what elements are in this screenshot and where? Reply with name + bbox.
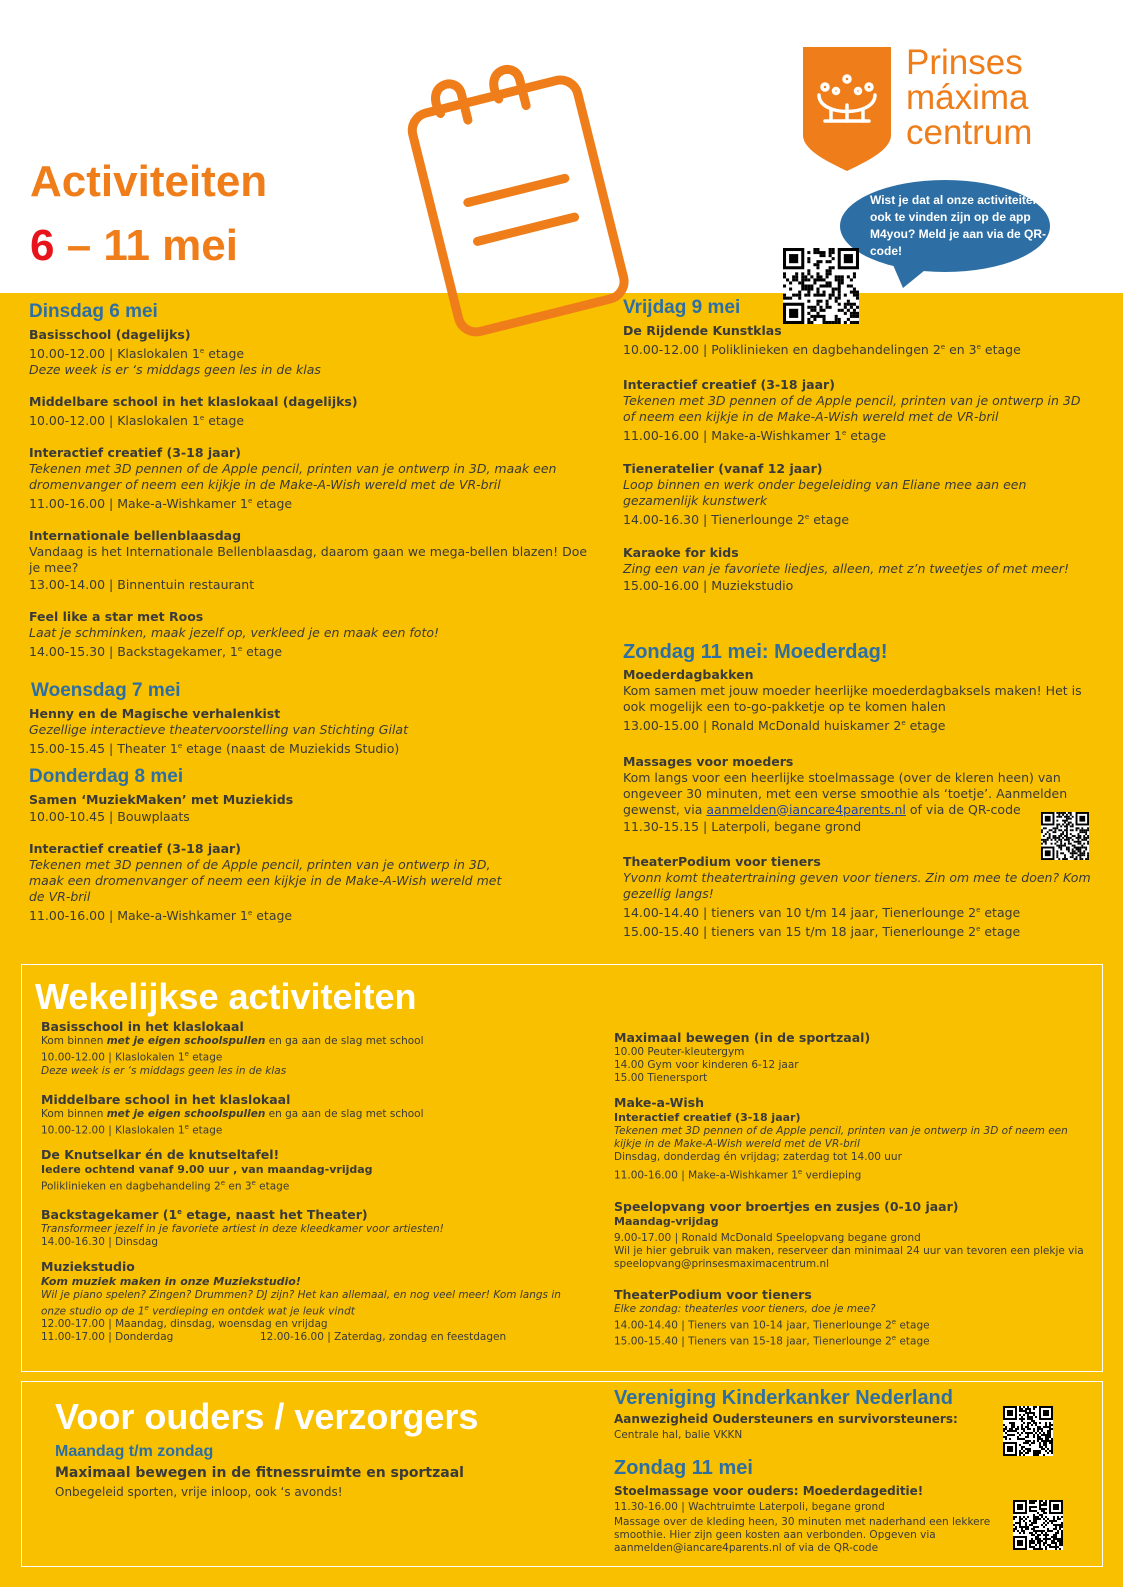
- logo-shield-icon: [803, 47, 891, 171]
- weekly-item-time: 10.00-12.00 | Klaslokalen 1e etage: [41, 1122, 223, 1136]
- day-sunday: Zondag 11 mei: Moederdag!: [623, 641, 888, 664]
- activity-time: 11.00-16.00 | Make-a-Wishkamer 1e etage: [29, 496, 293, 512]
- activity-henny: [29, 705, 589, 757]
- parents-activity-desc: Onbegeleid sporten, vrije inloop, ook ‘s avonds!: [55, 1485, 343, 1499]
- weekly-item-sub: Interactief creatief (3-18 jaar): [614, 1111, 801, 1124]
- activity-title: Basisschool (dagelijks): [29, 327, 191, 342]
- activity-title: De Rijdende Kunstklas: [623, 323, 782, 338]
- activity-interactief-2: [29, 840, 519, 924]
- weekly-item-title: Speelopvang voor broertjes en zusjes (0-10 jaar): [614, 1198, 959, 1214]
- weekly-item-time: 11.00-17.00 | Donderdag 12.00-16.00 | Zaterdag, zondag en feestdagen: [41, 1331, 507, 1344]
- activity-title: Feel like a star met Roos: [29, 609, 204, 625]
- right-column: [623, 296, 1093, 955]
- activity-time: 11.00-16.00 | Make-a-Wishkamer 1e etage: [29, 907, 293, 923]
- parents-sunday-sub: Stoelmassage voor ouders: Moederdageditie!: [614, 1484, 924, 1498]
- weekly-item-note: Kom binnen met je eigen schoolspullen en ga aan de slag met school: [41, 1035, 424, 1047]
- activity-interactief-3: [623, 376, 1093, 444]
- activity-interactief: [29, 444, 589, 512]
- activity-title: Internationale bellenblaasdag: [29, 528, 242, 544]
- weekly-item-sub: Kom muziek maken in onze Muziekstudio!: [41, 1274, 301, 1288]
- weekly-item-time: 9.00-17.00 | Ronald McDonald Speelopvang begane grond: [614, 1231, 921, 1244]
- weekly-left: [41, 1019, 581, 1354]
- weekly-item-desc: Tekenen met 3D pennen of de Apple pencil, printen van je ontwerp in 3D of neem een kijkje in de Make-A-Wish wereld met de VR-bril: [614, 1125, 1068, 1150]
- activity-desc: Zing een van je favoriete liedjes, alleen, met z’n tweetjes of met meer!: [623, 561, 1069, 577]
- weekly-item-note: Dinsdag, donderdag én vrijdag; zaterdag tot 14.00 uur: [614, 1151, 902, 1163]
- weekly-item-desc: Elke zondag: theaterles voor tieners, doe je mee?: [614, 1302, 876, 1315]
- activity-title: Interactief creatief (3-18 jaar): [29, 840, 241, 856]
- weekly-item-title: Make-a-Wish: [614, 1095, 704, 1110]
- day-wednesday: Woensdag 7 mei: [31, 679, 181, 701]
- logo-line3: centrum: [906, 113, 1033, 152]
- activity-title: Interactief creatief (3-18 jaar): [623, 377, 835, 393]
- weekly-item-time: 14.00-14.40 | Tieners van 10-14 jaar, Tienerlounge 2e etage: [614, 1317, 930, 1331]
- signup-email-link[interactable]: aanmelden@iancare4parents.nl: [706, 801, 906, 817]
- weekly-right: [614, 1030, 1084, 1359]
- weekly-item-desc: Deze week is er ‘s middags geen les in de klas: [41, 1064, 287, 1077]
- weekly-item-title: Backstagekamer (1e etage, naast het Theater): [41, 1206, 368, 1222]
- weekly-item-desc: Wil je piano spelen? Zingen? Drummen? DJ zijn? Het kan allemaal, en nog veel meer! Kom langs in onze studio op de 1e verdieping en ontdek wat je leuk vindt: [41, 1288, 561, 1318]
- activity-tieneratelier: [623, 460, 1093, 528]
- parents-day: Maandag t/m zondag: [55, 1443, 214, 1460]
- weekly-item-title: TheaterPodium voor tieners: [614, 1286, 812, 1302]
- weekly-item-time: 11.00-16.00 | Make-a-Wishkamer 1e verdieping: [614, 1168, 862, 1182]
- weekly-make-a-wish: [614, 1095, 1084, 1183]
- weekly-item-time: 12.00-17.00 | Maandag, dinsdag, woensdag en vrijdag: [41, 1318, 328, 1331]
- weekly-item-desc: Transformeer jezelf in je favoriete artiest in deze kleedkamer voor artiesten!: [41, 1222, 444, 1235]
- activity-title: Massages voor moeders: [623, 753, 794, 769]
- page-title: Activiteiten: [30, 157, 268, 206]
- weekly-item-title: Maximaal bewegen (in de sportzaal): [614, 1030, 871, 1045]
- vkkn-location: Centrale hal, balie VKKN: [614, 1429, 743, 1441]
- activity-desc: Tekenen met 3D pennen of de Apple pencil, printen van je ontwerp in 3D, maak een dromenvanger of neem een kijkje in de Make-A-Wish wereld met de VR-bril: [29, 461, 557, 493]
- left-column: [29, 300, 589, 939]
- activity-desc: Kom samen met jouw moeder heerlijke moederdagbaksels maken! Het is ook mogelijk een to-go-pakketje op te komen halen: [623, 683, 1082, 715]
- day-friday: Vrijdag 9 mei: [623, 297, 741, 318]
- weekly-item-sub: Maandag-vrijdag: [614, 1214, 719, 1228]
- parents-sunday-title: Zondag 11 mei: [614, 1457, 753, 1479]
- activity-time: 11.30-15.15 | Laterpoli, begane grond: [623, 818, 862, 834]
- activity-time: 11.00-16.00 | Make-a-Wishkamer 1e etage: [623, 428, 887, 444]
- day-thursday: Donderdag 8 mei: [29, 765, 184, 787]
- activity-time: 15.00-16.00 | Muziekstudio: [623, 578, 794, 594]
- activity-title: Moederdagbakken: [623, 667, 754, 683]
- parents-right: [614, 1386, 1004, 1555]
- activity-bellenblaas: [29, 527, 589, 593]
- weekly-theaterpodium: [614, 1287, 1084, 1349]
- weekly-title: Wekelijkse activiteiten: [35, 976, 417, 1017]
- weekly-basisschool: [41, 1019, 581, 1078]
- vkkn-title: Vereniging Kinderkanker Nederland: [614, 1387, 953, 1409]
- activity-karaoke: [623, 544, 1093, 594]
- weekly-maximaal-bewegen: [614, 1030, 1084, 1085]
- activity-basisschool: [29, 326, 589, 378]
- activity-title: Samen ‘MuziekMaken’ met Muziekids: [29, 791, 294, 807]
- activity-muziekmaken: [29, 791, 589, 825]
- parents-sunday-time: 11.30-16.00 | Wachtruimte Laterpoli, begane grond: [614, 1501, 885, 1513]
- logo-text: [906, 45, 1032, 150]
- weekly-backstagekamer: [41, 1204, 581, 1249]
- activity-desc: Laat je schminken, maak jezelf op, verkleed je en maak een foto!: [29, 625, 440, 641]
- activity-feel-like-a-star: [29, 608, 589, 660]
- activity-time: 10.00-10.45 | Bouwplaats: [29, 808, 190, 824]
- activity-title: Tieneratelier (vanaf 12 jaar): [623, 461, 823, 477]
- dates-rest: – 11 mei: [54, 221, 238, 270]
- activity-desc: Deze week is er ‘s middags geen les in de klas: [29, 362, 321, 378]
- vkkn-sub: Aanwezigheid Oudersteuners en survivorsteuners:: [614, 1412, 958, 1426]
- page-dates: [30, 222, 238, 270]
- activity-theaterpodium: [623, 853, 1093, 940]
- activity-desc: Loop binnen en werk onder begeleiding van Eliane mee aan een gezamenlijk kunstwerk: [623, 477, 1027, 509]
- activity-title: Karaoke for kids: [623, 545, 739, 561]
- weekly-item-note: Wil je hier gebruik van maken, reserveer dan minimaal 24 uur van tevoren een plekje via speelopvang@prinsesmaximacentrum.nl: [614, 1244, 1084, 1270]
- activity-desc: Kom langs voor een heerlijke stoelmassage (over de kleren heen) van ongeveer 30 minuten, met een verse smoothie als ‘toetje’. Aanmelden gewenst, via aanmelden@iancare4parents.nl of via de QR-code: [623, 769, 1068, 817]
- activity-time: 10.00-12.00 | Klaslokalen 1e etage: [29, 413, 245, 429]
- weekly-item-title: Middelbare school in het klaslokaal: [41, 1091, 291, 1107]
- weekly-item-line: 14.00 Gym voor kinderen 6-12 jaar: [614, 1059, 799, 1071]
- activity-time: 10.00-12.00 | Poliklinieken en dagbehandelingen 2e en 3e etage: [623, 342, 1021, 358]
- weekly-middelbare: [41, 1092, 581, 1138]
- weekly-item-note: Kom binnen met je eigen schoolspullen en ga aan de slag met school: [41, 1107, 424, 1120]
- activity-time: 14.00-14.40 | tieners van 10 t/m 14 jaar, Tienerlounge 2e etage: [623, 904, 1021, 920]
- activity-desc: Vandaag is het Internationale Bellenblaasdag, daarom gaan we mega-bellen blazen! Doe je mee?: [29, 544, 588, 576]
- weekly-speelopvang: [614, 1199, 1084, 1271]
- activity-desc: Tekenen met 3D pennen of de Apple pencil, printen van je ontwerp in 3D of neem een kijkje in de Make-A-Wish wereld met de VR-bril: [623, 393, 1081, 425]
- day-tuesday: Dinsdag 6 mei: [29, 301, 158, 322]
- activity-desc: Tekenen met 3D pennen of de Apple pencil, printen van je ontwerp in 3D, maak een dromenvanger of neem een kijkje in de Make-A-Wish wereld met de VR-bril: [29, 856, 502, 904]
- activity-moederdagbakken: [623, 666, 1093, 734]
- activity-title: Middelbare school in het klaslokaal (dagelijks): [29, 394, 358, 410]
- activity-middelbare: [29, 393, 589, 429]
- activity-time: 15.00-15.45 | Theater 1e etage (naast de Muziekids Studio): [29, 740, 400, 756]
- weekly-item-time: 14.00-16.30 | Dinsdag: [41, 1235, 159, 1248]
- activity-time: 15.00-15.40 | tieners van 15 t/m 18 jaar, Tienerlounge 2e etage: [623, 923, 1021, 939]
- parents-activity-title: Maximaal bewegen in de fitnessruimte en sportzaal: [55, 1465, 464, 1481]
- weekly-item-title: Basisschool in het klaslokaal: [41, 1019, 244, 1034]
- activity-title: TheaterPodium voor tieners: [623, 853, 821, 869]
- weekly-item-title: Muziekstudio: [41, 1258, 135, 1274]
- parents-sunday-desc: Massage over de kleding heen, 30 minuten met naderhand een lekkere smoothie. Hier zijn geen kosten aan verbonden. Opgeven via aanmelden@iancare4parents.nl of via de QR-code: [614, 1516, 991, 1554]
- activity-time: 14.00-16.30 | Tienerlounge 2e etage: [623, 512, 850, 528]
- activity-desc: Gezellige interactieve theatervoorstelling van Stichting Gilat: [29, 721, 408, 737]
- weekly-item-title: De Knutselkar én de knutseltafel!: [41, 1147, 280, 1162]
- weekly-muziekstudio: [41, 1259, 581, 1345]
- weekly-item-line: 10.00 Peuter-kleutergym: [614, 1046, 745, 1058]
- activity-kunstklas: [623, 322, 1093, 358]
- weekly-knutselkar: [41, 1147, 581, 1194]
- logo-line1: Prinses: [906, 43, 1023, 82]
- weekly-item-line: 15.00 Tienersport: [614, 1072, 708, 1084]
- activity-massages: [623, 753, 1078, 835]
- bubble-text: Wist je dat al onze activiteiten ook te vinden zijn op de app M4you? Meld je aan via de QR-code!: [870, 193, 1047, 258]
- weekly-item-sub: Iedere ochtend vanaf 9.00 uur , van maandag-vrijdag: [41, 1163, 373, 1176]
- activity-time: 13.00-14.00 | Binnentuin restaurant: [29, 577, 255, 593]
- activity-title: Interactief creatief (3-18 jaar): [29, 445, 241, 461]
- activity-time: 10.00-12.00 | Klaslokalen 1e etage: [29, 346, 245, 362]
- weekly-item-time: Poliklinieken en dagbehandeling 2e en 3e etage: [41, 1179, 290, 1193]
- logo-line2: máxima: [906, 78, 1029, 117]
- activity-desc: Yvonn komt theatertraining geven voor tieners. Zin om mee te doen? Kom gezellig langs!: [623, 869, 1091, 901]
- weekly-item-time: 15.00-15.40 | Tieners van 15-18 jaar, Tienerlounge 2e etage: [614, 1334, 930, 1348]
- parents-title: Voor ouders / verzorgers: [55, 1396, 479, 1437]
- activity-time: 13.00-15.00 | Ronald McDonald huiskamer 2e etage: [623, 718, 946, 734]
- weekly-item-time: 10.00-12.00 | Klaslokalen 1e etage: [41, 1050, 223, 1064]
- activity-time: 14.00-15.30 | Backstagekamer, 1e etage: [29, 644, 283, 660]
- activity-title: Henny en de Magische verhalenkist: [29, 705, 281, 721]
- dates-start: 6: [30, 221, 55, 270]
